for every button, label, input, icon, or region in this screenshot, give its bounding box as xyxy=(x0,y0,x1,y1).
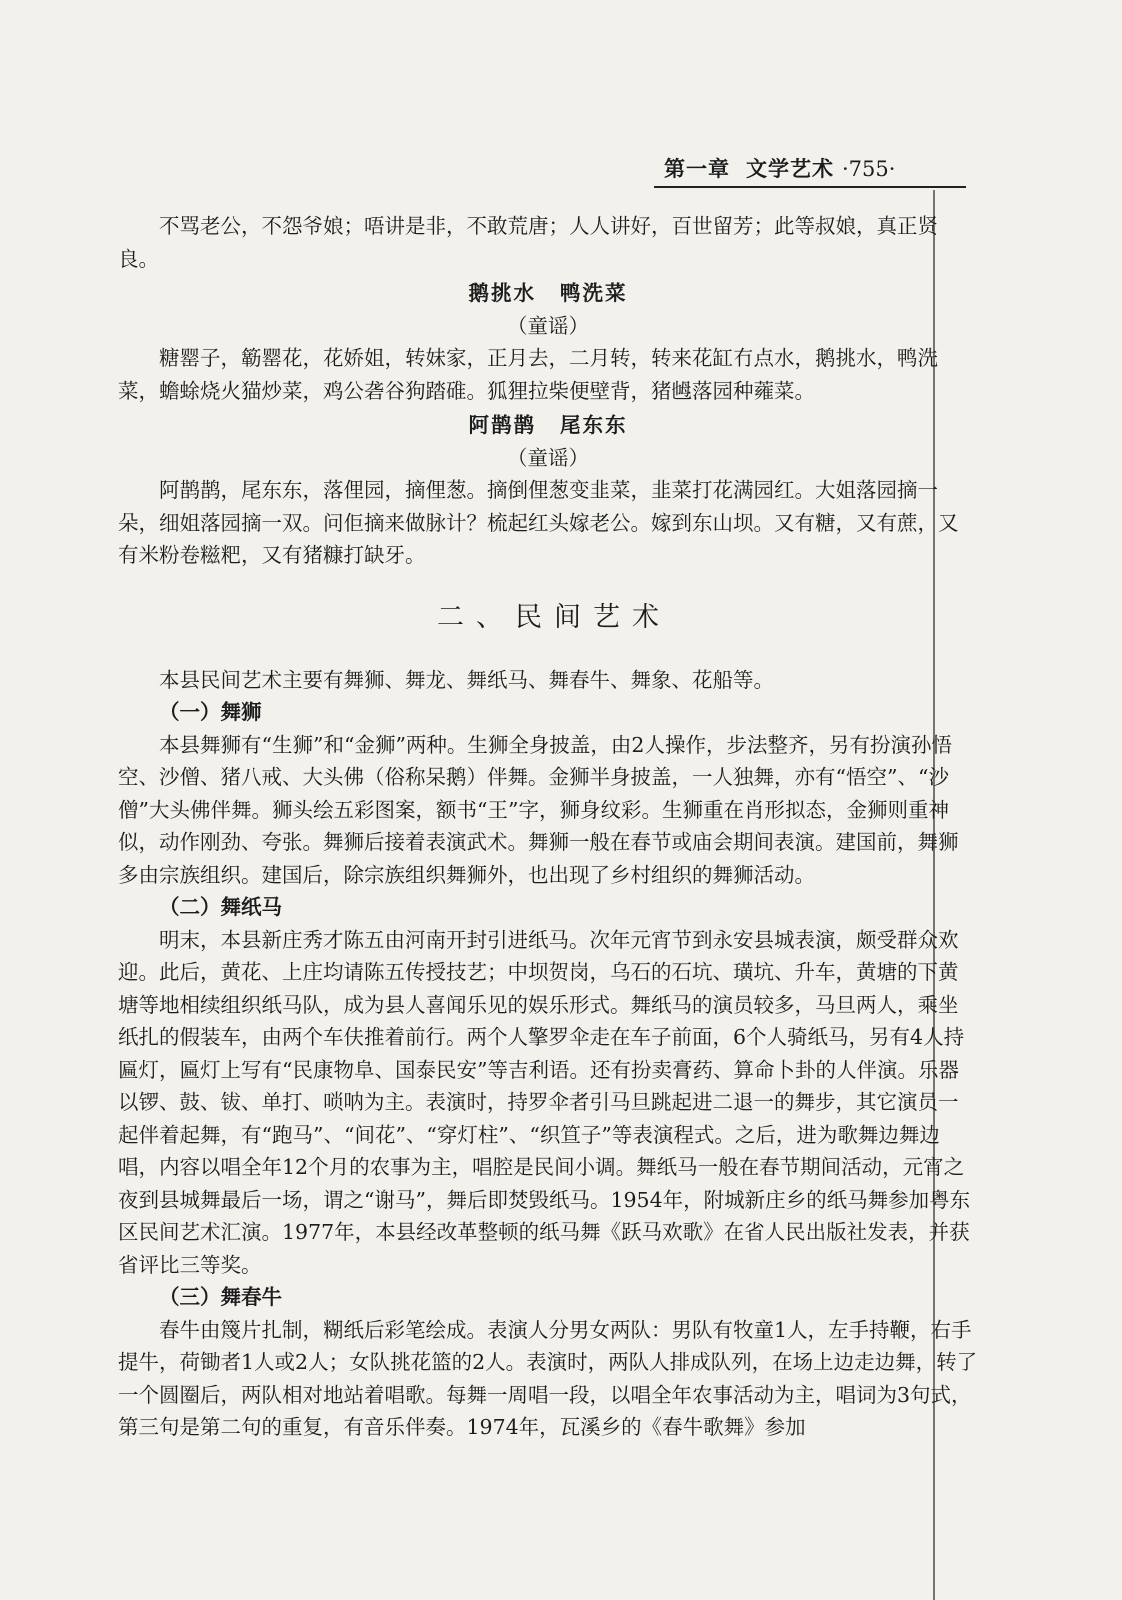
page-body xyxy=(118,210,978,1444)
rhyme-genre-2: （童谣） xyxy=(507,445,589,470)
subsection-heading-spring-ox: （三）舞春牛 xyxy=(159,1285,282,1309)
rhyme-closing-line: 不骂老公，不怨爷娘；唔讲是非，不敢荒唐；人人讲好，百世留芳；此等叔娘，真正贤良。 xyxy=(118,214,938,271)
header-rule xyxy=(654,186,966,188)
section-title: 二、民间艺术 xyxy=(437,601,671,633)
subsection-text-spring-ox: 春牛由篾片扎制，糊纸后彩笔绘成。表演人分男女两队：男队有牧童1人，左手持鞭，右手提牛，荷锄者1人或2人；女队挑花篮的2人。表演时，两队人排成队列，在场上边走边舞，转了一个圆圈后，两队相对地站着唱歌。每舞一周唱一段，以唱全年农事活动为主，唱词为3句式，第三句是第二句的重复，有音乐伴奏。1974年，瓦溪乡的《春牛歌舞》参加 xyxy=(118,1317,978,1439)
rhyme-title-2 xyxy=(118,409,978,442)
subsection-text-paper-horse: 明末，本县新庄秀才陈五由河南开封引进纸马。次年元宵节到永安县城表演，颇受群众欢迎。此后，黄花、上庄均请陈五传授技艺；中坝贺岗，乌石的石坑、璜坑、升车，黄塘的下黄塘等地相续组织纸马队，成为县人喜闻乐见的娱乐形式。舞纸马的演员较多，马旦两人，乘坐纸扎的假装车，由两个车伕推着前行。两个人擎罗伞走在车子前面，6个人骑纸马，另有4人持匾灯，匾灯上写有“民康物阜、国泰民安”等吉利语。还有扮卖膏药、算命卜卦的人伴演。乐器以锣、鼓、钹、单打、唢呐为主。表演时，持罗伞者引马旦跳起进二退一的舞步，其它演员一起伴着起舞，有“跑马”、“间花”、“穿灯柱”、“织笪子”等表演程式。之后，进为歌舞边舞边唱，内容以唱全年12个月的农事为主，唱腔是民间小调。舞纸马一般在春节期间活动，元宵之夜到县城舞最后一场，谓之“谢马”，舞后即焚毁纸马。1954年，附城新庄乡的纸马舞参加粤东区民间艺术汇演。1977年，本县经改革整顿的纸马舞《跃马欢歌》在省人民出版社发表，并获省评比三等奖。 xyxy=(118,927,971,1277)
subsection-text-lion-dance: 本县舞狮有“生狮”和“金狮”两种。生狮全身披盖，由2人操作，步法整齐，另有扮演孙悟空、沙僧、猪八戒、大头佛（俗称呆鹅）伴舞。金狮半身披盖，一人独舞，亦有“悟空”、“沙僧”大头佛伴舞。狮头绘五彩图案，额书“王”字，狮身纹彩。生狮重在肖形拟态，金狮则重神似，动作刚劲、夸张。舞狮后接着表演武术。舞狮一般在春节或庙会期间表演。建国前，舞狮多由宗族组织。建国后，除宗族组织舞狮外，也出现了乡村组织的舞狮活动。 xyxy=(118,732,959,887)
subsection-heading-lion-dance: （一）舞狮 xyxy=(159,700,262,724)
rhyme-title-2b: 尾东东 xyxy=(560,413,628,437)
rhyme-title-1b: 鸭洗菜 xyxy=(560,281,628,305)
page-number: ·755· xyxy=(842,157,896,181)
rhyme-text-2: 阿鹊鹊，尾东东，落俚园，摘俚葱。摘倒俚葱变韭菜，韭菜打花满园红。大姐落园摘一朵，细姐落园摘一双。问佢摘来做脉计？梳起红头嫁老公。嫁到东山坝。又有糖，又有蔗，又有米粉卷糍粑，又有猪糠打缺牙。 xyxy=(118,478,959,567)
rhyme-genre-1: （童谣） xyxy=(507,313,589,338)
rhyme-title-2a: 阿鹊鹊 xyxy=(468,413,536,437)
subsection-heading-paper-horse: （二）舞纸马 xyxy=(159,895,282,919)
chapter-number: 第一章 xyxy=(664,157,730,181)
chapter-title: 文学艺术 xyxy=(746,157,834,181)
section-intro: 本县民间艺术主要有舞狮、舞龙、舞纸马、舞春牛、舞象、花船等。 xyxy=(159,667,774,692)
rhyme-title-1 xyxy=(118,277,978,310)
running-header xyxy=(664,153,964,183)
rhyme-title-1a: 鹅挑水 xyxy=(468,281,536,305)
rhyme-text-1: 糖罂子，簕罂花，花娇姐，转妹家，正月去，二月转，转来花缸冇点水，鹅挑水，鸭洗菜，蟾蜍烧火猫炒菜，鸡公砻谷狗踏碓。狐狸拉柴便壁背，猪乸落园种蕹菜。 xyxy=(118,346,938,403)
